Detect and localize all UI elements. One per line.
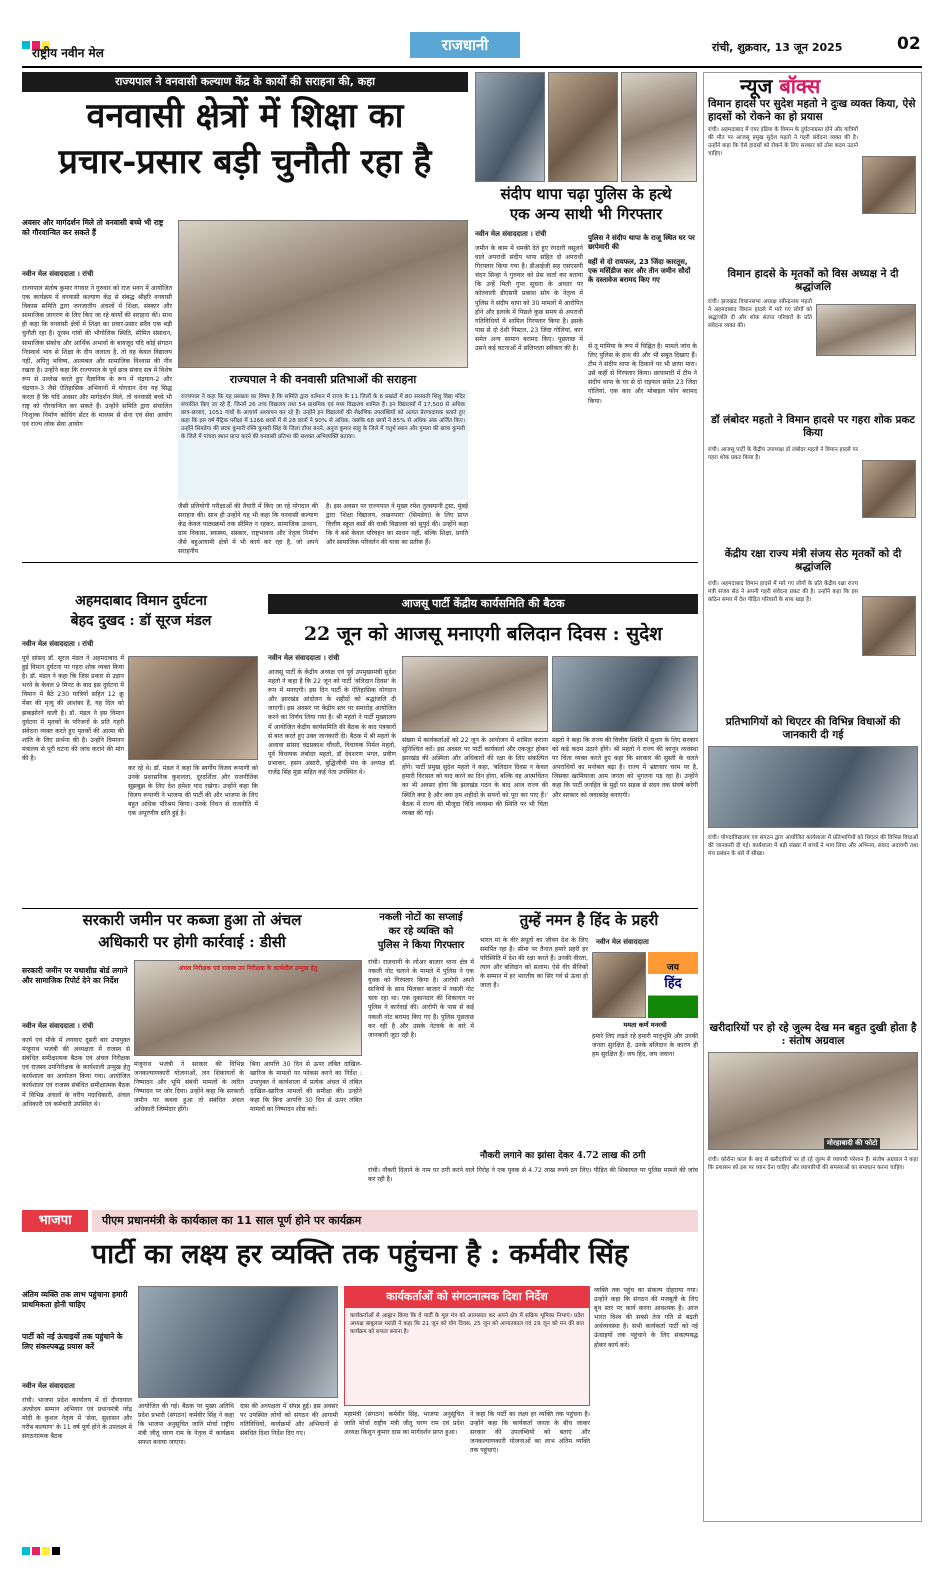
- lead-box-text: राज्यपाल ने कहा कि यह प्रसन्नता का विषय है कि समिति द्वारा वर्तमान में राज्य के 11 जिलों के 6 प्रखंडों में 80 सरस्वती शिशु विद्या मंदिर संचालित किए जा रहे हैं, जिनमें 26 उच्च विद्यालय तथा 54 प्राथमिक एवं मध्य विद्यालय शामिल हैं। इन विद्यालयों में 17,500 से अधिक छात्र-छात्राएं, 1051 गांवों के आचार्य अध्यापन कर रहे हैं। उन्होंने इन विद्यालयों की शैक्षणिक उपलब्धियों को अत्यंत प्रेरणादायक बताते हुए कहा कि इस वर्ष मैट्रिक परीक्षा में 1266 छात्रों में से 28 छात्रों ने 90% से अधिक, जबकि 68 छात्रों ने 85% से अधिक अंक अर्जित किए। उन्होंने सिमडेगा की छात्रा कुमारी रश्मि कुमारी सिंह के जिला टॉपर बनने, अनुज कुमार साहू के जिले में चतुर्थ स्थान और गुमला की छात्रा कुमारी के जिले में पांचवा स्थान प्राप्त करने की वनवासी प्रतिभा की सशक्त अभिव्यक्ति बताया।: [178, 390, 468, 500]
- arrest-bullets: [588, 234, 697, 285]
- plane-portrait: [128, 656, 258, 760]
- ajsu-headline: 22 जून को आजसू मनाएगी बलिदान दिवस : सुदेश: [303, 623, 663, 645]
- bjp-col3: दास की अध्यक्षता में संपन्न हुई। इस अवसर पर उपस्थित लोगों को संगठन की आगामी गतिविधियों, कार्यक्रमों और अभियानों से संबंधित दिशा निर्देश दिए गए।: [240, 1403, 338, 1438]
- ajsu-col1: आजसू पार्टी के केंद्रीय अध्यक्ष एवं पूर्व उपमुख्यमंत्री सुदेश महतो ने कहा है कि 22 जून को पार्टी 'बलिदान दिवस' के रूप में मनाएगी। इस दिन पार्टी के ऐतिहासिक योगदान और झारखंड आंदोलन के शहीदों को श्रद्धांजलि दी जाएगी। इस अवसर पर केंद्रीय स्तर पर समारोह आयोजित करने का निर्णय लिया गया है। श्री महतो ने पार्टी मुख्यालय में आयोजित केंद्रीय कार्यसमिति की बैठक के बाद पत्रकारों से बात करते हुए उक्त जानकारी दी। बैठक में श्री महतो के अलावा सांसद चंद्रप्रकाश चौधरी, विधायक निर्मल महतो, पूर्व विधायक लंबोदर महतो, डॉ देवशरण भगत, प्रवीण प्रभाकर, हसन अंसारी, बुद्धिजीवी मंच के अध्यक्ष डॉ. राजेंद्र सिंह मुंडा सहित कई नेता उपस्थित थे।: [268, 669, 396, 777]
- lead-photo-caption: राज्यपाल ने की वनवासी प्रतिभाओं की सराहना: [229, 373, 417, 386]
- arrest-bullet-1: पुलिस ने संदीप थापा के राजू स्थित घर पर छापेमारी की: [588, 234, 695, 251]
- arrest-col1: जमीन के काम में धमकी देते हुए रंगदारी वसूलने वाले अपराधी संदीप थापा सहित दो अपराधी गिरफ्तार किया गया है। डीआईजी सह एसएसपी चंदन सिन्हा ने गुरुवार को प्रेस वार्ता कर बताया कि उन्हें मिली गुप्त सूचना के आधार पर कोतवाली डीएसपी प्रकाश सोय के नेतृत्व में पुलिस ने संदीप थापा को 30 मामलों में आरोपित होने और इलाके में पिछले कुछ समय से अपराधी गतिविधियों में शामिल गिरफ्तार किया है। इसके पास से दो देशी पिस्टल, 23 जिंदा गोलियां, कार समेत अन्य सामान बरामद किए। पूछताछ में उसने कई घटनाओं में संलिप्तता स्वीकार की है।: [475, 245, 583, 353]
- lead-byline: नवीन मेल संवाददाता । रांची: [22, 270, 94, 278]
- ajsu-kicker: आजसू पार्टी केंद्रीय कार्यसमिति की बैठक: [268, 594, 698, 614]
- arrest-byline: नवीन मेल संवाददाता । रांची: [475, 230, 547, 238]
- land-col1: कार्य एवं मौके में लगवाए दूसरी बार उपायुक्त मंजूनाथ भजंत्री की अध्यक्षता में राजस्व से संबंधित समीक्षात्मक बैठक एवं अंचल निरीक्षक एवं राजस्व उपनिरीक्षक के कार्यशाली उन्मुख हेतु कार्यशाला का आयोजन किया गया। आयोजित कार्यशाला एवं राजस्व संबंधित समीक्षात्मक बैठक में विभिन्न अंचलों के वरीय पदाधिकारी, अंचल अधिकारी एवं कर्मचारी उपस्थित थे।: [22, 1037, 130, 1108]
- governor-photo: [178, 220, 468, 368]
- newsbox-item1-text: रांची। अहमदाबाद में एयर इंडिया के विमान के दुर्घटनाग्रस्त होने और यात्रियों की मौत पर आजसू प्रमुख सुदेश महतो ने गहरी संवेदना व्यक्त की है। उन्होंने कहा कि ऐसे हादसों को रोकने के लिए सरकार को ठोस कदम उठाने चाहिए।: [708, 127, 858, 157]
- lead-pull-text: अवसर और मार्गदर्शन मिले तो वनवासी बच्चे भी राष्ट्र को गौरवान्वित कर सकते हैं: [22, 218, 164, 237]
- bjp-photo: [138, 1286, 338, 1398]
- lead-col1: राज्यपाल संतोष कुमार गंगवार ने गुरुवार को राज भवन में आयोजित एक कार्यक्रम में वनवासी कल्याण केंद्र से संबद्ध श्रीहरि वनवासी विकास समिति द्वारा जनजातीय अंचलों में शिक्षा, संस्कार और सामाजिक जागरण के लिए किए जा रहे कार्यों की सराहना की। साथ ही कहा कि वनवासी क्षेत्रों में शिक्षा का प्रचार-प्रसार सदैव एक बड़ी चुनौती रहा है। दूरस्थ गांवों की भौगोलिक स्थिति, सीमित संसाधन, सामाजिक संकोच और आर्थिक अभावों के बावजूद यदि कोई संगठन निःस्वार्थ भाव से शिक्षा के दीप जलाता है, तो वह केवल विद्यालय नहीं, अपितु भविष्य, आत्मबल और सामाजिक विश्वास की नींव रखता है। उन्होंने कहा कि राज्यपाल के पूर्व छात्र संवाद सत्र में विशेष रूप से उल्लेख करते हुए वैज्ञानिक के रूप में चंद्रयान-2 और चंद्रयान-3 जैसे ऐतिहासिक अभियानों में योगदान देना यह सिद्ध करता है कि यदि अवसर और मार्गदर्शन मिले, तो वनवासी बच्चे भी राष्ट्र को गौरवान्वित कर सकते हैं। उन्होंने समिति द्वारा संचालित निःशुल्क निर्माण कोचिंग सेंटर के माध्यम से सेना एवं सेवा आयोग एवं राज्य लोक सेवा आयोग: [22, 285, 172, 429]
- newsbox-item4-photo: [862, 596, 916, 656]
- newsbox-item6-photo: [708, 1052, 918, 1150]
- hind-portrait-caption: ममता कर्ण मनरथी: [623, 1021, 667, 1029]
- lead-headline-l1: वनवासी क्षेत्रों में शिक्षा का: [86, 96, 404, 136]
- footer-color-bar: [22, 1540, 922, 1550]
- hind-banner-2: हिंद: [664, 976, 682, 991]
- newsbox-title: [740, 72, 820, 99]
- newsbox-item5-head: प्रतिभागियों को थिएटर की विभिन्न विधाओं की जानकारी दी गई: [725, 716, 901, 741]
- newsbox-item2-head: विमान हादसे के मृतकों को विस अध्यक्ष ने दी श्रद्धांजलि: [727, 268, 899, 293]
- newsbox-item5-text: रांची। योगदाविद्यालय एवं संगठन द्वारा आयोजित कार्यशाला में प्रतिभागियों को थिएटर की विभिन्न विधाओं की जानकारी दी गई। कार्यशाला में बड़ी संख्या में बच्चों ने भाग लिया और अभिनय, संवाद अदायगी तथा मंच प्रबंधन के बारे में सीखा।: [708, 835, 918, 857]
- land-headline-l2: अधिकारी पर होगी कार्रवाई : डीसी: [98, 933, 286, 951]
- bjp-kicker: पीएम प्रधानमंत्री के कार्यकाल का 11 साल पूर्ण होने पर कार्यक्रम: [92, 1210, 698, 1232]
- newsbox-item4-head: केंद्रीय रक्षा राज्य मंत्री संजय सेठ मृतकों को दी श्रद्धांजलि: [724, 548, 902, 573]
- land-col2: मंजूनाथ भजंत्री ने सरकार की विभिन्न जनकल्याणकारी योजनाओं, जन शिकायतों के निष्पादन और भूमि संबंधी मामलों के त्वरित निष्पादन पर जोर दिया। उन्होंने कहा कि सरकारी जमीन पर कब्जा हुआ तो संबंधित अंचल अधिकारी जिम्मेदार होंगे।: [134, 1061, 244, 1114]
- newsbox-item3-photo: [862, 460, 916, 518]
- lead-headline-l2: प्रचार-प्रसार बड़ी चुनौती रहा है: [58, 142, 432, 182]
- mid-rule-2: [22, 908, 698, 909]
- hind-banner-1: जय: [667, 963, 679, 973]
- newsbox-item6-photo-label: मोरहाबादी की फोटो: [824, 1138, 880, 1149]
- jobfraud-headline: नौकरी लगाने का झांसा देकर 4.72 लाख की ठगी: [480, 1151, 646, 1161]
- bjp-col2: आयोजित की गई। बैठक पर मुख्य अतिथि प्रदेश प्रभारी (संगठन) कर्मवीर सिंह ने कहा कि भाजपा अनुसूचित जाति मोर्चा राष्ट्रीय मंत्री जीतू चरण राम के नेतृत्व में कार्यक्रम सफल बनाया जाएगा।: [138, 1403, 234, 1447]
- lead-kicker: राज्यपाल ने वनवासी कल्याण केंद्र के कार्यों की सराहना की, कहा: [22, 72, 468, 92]
- newsbox-item2-photo: [816, 304, 916, 356]
- land-photo: [134, 960, 362, 1056]
- newsbox-item6-head: खरीदारियों पर हो रहे जुल्म देख मन बहुत दुखी होता है : संतोष अग्रवाल: [709, 1022, 917, 1047]
- bjp-box-text: कार्यकर्ताओं से आह्वान किया कि वे पार्टी के मूल मंत्र को आत्मसात कर अपने क्षेत्र में सक्रिय भूमिका निभाएं। प्रदेश अध्यक्ष बाबूलाल मरांडी ने कहा कि 21 जून को योग दिवस, 25 जून को आपातकाल एवं 29 जून को मन की बात कार्यक्रम को सफल बनाना है।: [350, 1313, 584, 1335]
- fakenotes-headline-l1: नकली नोटों का सप्लाई: [379, 912, 463, 923]
- top-rule: [22, 66, 922, 68]
- bjp-col1: रांची। भाजपा प्रदेश कार्यालय में दो दीनदयाल अंत्योदय सम्मान अभियान एवं प्रधानमंत्री नरेंद्र मोदी के कुशल नेतृत्व में 'सेवा, सुशासन और गरीब कल्याण' के 11 वर्ष पूर्ण होने के उपलक्ष्य में संगठनात्मक बैठक: [22, 1397, 132, 1441]
- ajsu-col2: संख्या में कार्यकर्ताओं को 22 जून के आयोजन में शामिल कराना सुनिश्चित करें। इस अवसर पर पार्टी कार्यकर्ता और एकजुट होकर झारखंड की अस्मिता और अधिकारों की रक्षा के लिए संकल्पित होंगे। पार्टी प्रमुख सुदेश महतो ने कहा, 'बलिदान दिवस न केवल हमारी विरासत को याद करने का दिन होगा, बल्कि यह आत्मचिंतन का भी अवसर होगा कि झारखंड गठन के बाद आज राज्य की स्थिति क्या है और क्या हम शहीदों के सपनों को पूरा कर पाए हैं।' बैठक में राज्य की मौजूदा विधि व्यवस्था की स्थिति पर भी चिंता व्यक्त की गई।: [402, 737, 548, 817]
- newsbox-item1-head: विमान हादसे पर सुदेश महतो ने दुःख व्यक्त किया, ऐसे हादसों को रोकने का हो प्रयास: [708, 98, 916, 123]
- lead-pull-quote: [22, 218, 172, 238]
- newsbox-title-1: न्यूज: [740, 74, 773, 98]
- newsbox-title-2: बॉक्स: [779, 74, 821, 98]
- section-label: राजधानी: [410, 32, 520, 58]
- bjp-tag: भाजपा: [22, 1210, 88, 1232]
- ajsu-photo-2: [552, 656, 698, 732]
- arrest-col2: से तू मामिया के रूप में चिह्नित है। मामले जांच के लिए पुलिस के हाथ की और भी सबूत दिखाए हैं। टीम ने संदीप थापा के ठिकाने पर भी छापा मारा। उसे कहीं से गिरफ्तार किया। छापामारी में टीम ने संदीप थापा के घर से दो राइफल समेत 23 जिंदा गोलियां, एक कार और मोबाइल फोन बरामद किया।: [588, 343, 697, 405]
- arrest-photo-2: [548, 72, 618, 182]
- ajsu-byline: नवीन मेल संवाददाता । रांची: [268, 654, 340, 662]
- arrest-photo-3: [621, 72, 697, 182]
- plane-col2: कर रहे थे। डॉ. मंडल ने कहा कि स्वर्गीय विजय रूपाणी को उनके प्रशासनिक कुशलता, दूरदर्शिता और राजनीतिक सूझबूझ के लिए देश हमेशा याद रखेगा। उन्होंने कहा कि विजय रूपाणी ने भाजपा की पार्टी की और भाजपा के लिए बहुत अधिक परिश्रम किया। उनके निधन से राजनीति में एक अपूरणीय क्षति हुई है।: [128, 765, 258, 818]
- masthead: [22, 32, 922, 64]
- ajsu-photo-1: [402, 656, 548, 732]
- fakenotes-headline-l2: कर रहे व्यक्ति को: [388, 926, 454, 937]
- plane-headline-l1: अहमदाबाद विमान दुर्घटना: [75, 593, 207, 609]
- plane-byline: नवीन मेल संवाददाता । रांची: [22, 640, 94, 648]
- bjp-col5: ने कहा कि पार्टी का लक्ष्य हर व्यक्ति तक पहुंचना है। उन्होंने कहा कि कार्यकर्ता जनता के बीच जाकर सरकार की उपलब्धियों को बताएं और जनकल्याणकारी योजनाओं का लाभ अंतिम व्यक्ति तक पहुंचाएं।: [470, 1411, 590, 1455]
- ajsu-col3: महतो ने कहा कि राज्य की वित्तीय स्थिति में सुधार के लिए सरकार को कड़े कदम उठाने होंगे। श्री महतो ने राज्य की कानून व्यवस्था पर चिंता व्यक्त करते हुए कहा कि सरकार की सुस्ती के चलते अपराधियों का मनोबल बढ़ा है। राज्य में भ्रष्टाचार चरम पर है, जिसका खामियाजा आम जनता को भुगतना पड़ रहा है। उन्होंने कहा कि पार्टी जनहित के मुद्दों पर सड़क से सदन तक संघर्ष करेगी और सरकार को जवाबदेह बनाएगी।: [552, 737, 698, 799]
- bjp-box-head: कार्यकर्ताओं को संगठनात्मक दिशा निर्देश: [344, 1286, 590, 1308]
- lead-col-mid2: है। इस अवसर पर राज्यपाल ने मुख्य रमेश तुलस्यानी ट्रस्ट, मुंबई द्वारा 'शिक्षा विद्यालय, लखनपारा' (सिमडेगा) के लिए प्राप्त वित्तीय स्कूल बसों की चाबी विद्यालय को सुपुर्द की। उन्होंने कहा कि ये बसें केवल परिवहन का साधन नहीं, बल्कि शिक्षा, प्रगति और सामाजिक परिवर्तन की यात्रा का प्रतीक हैं।: [326, 503, 468, 547]
- land-col3: बिना आपत्ति 30 दिन से ऊपर लंबित दाखिल-खारिज के मामलों पर फोकस करने का निर्देश : उपायुक्त ने कार्यशाला में प्रत्येक अंचल में लंबित दाखिल-खारिज मामलों की समीक्षा की। उन्होंने कहा कि बिना आपत्ति 30 दिन से ऊपर लंबित मामलों का निष्पादन शीघ्र करें।: [250, 1061, 362, 1114]
- land-byline: नवीन मेल संवाददाता । रांची: [22, 1022, 94, 1030]
- fakenotes-col1: रांची। राजधानी के लोअर बाजार थाना क्षेत्र में नकली नोट चलाने के मामले में पुलिस ने एक युवक को गिरफ्तार किया है। आरोपी अपने साथियों के साथ मिलकर बाजार में नकली नोट चला रहा था। एक दुकानदार की शिकायत पर पुलिस ने कार्रवाई की। आरोपी के पास से कई नकली नोट बरामद किए गए हैं। पुलिस पूछताछ कर रही है और उसके नेटवर्क के बारे में जानकारी जुटा रही है।: [368, 959, 474, 1039]
- bjp-bullet-1: अंतिम व्यक्ति तक लाभ पहुंचाना हमारी प्राथमिकता होनी चाहिए: [22, 1290, 128, 1309]
- arrest-headline-l1: संदीप थापा चढ़ा पुलिस के हत्थे: [500, 185, 672, 203]
- plane-col1: पूर्व सांसद डॉ. सूरज मंडल ने अहमदाबाद में हुई विमान दुर्घटना पर गहरा शोक व्यक्त किया है। डॉ. मंडल ने कहा कि जिस प्रकार से उड़ान भरने के केवल 9 मिनट के बाद इस दुर्घटना में विमान में बैठे 230 यात्रियों सहित 12 क्रू मेंबर की मृत्यु की आशंका है, यह दिल को झकझोरने वाली है। डॉ. मंडल ने इस विमान दुर्घटना में मृतकों के परिजनों के प्रति गहरी संवेदना व्यक्त करते हुए मृतकों की आत्मा की शांति के लिए प्रार्थना की है। उन्होंने विमानन मंत्रालय से पूरी घटना की जांच कराने की मांग की है।: [22, 655, 124, 763]
- newsbox-item2-text: रांची। झारखंड विधानसभा अध्यक्ष रबीन्द्रनाथ महतो ने अहमदाबाद विमान हादसे में मारे गए लोगों को श्रद्धांजलि दी और शोक संतप्त परिवारों के प्रति संवेदना व्यक्त की।: [708, 299, 812, 329]
- hind-banner: [648, 952, 698, 1018]
- land-banner-text: अंचल निरीक्षक एवं राजस्व उप निरीक्षक के कार्यशील उन्मुख हेतु: [178, 965, 318, 972]
- arrest-photo-1: [475, 72, 545, 182]
- bjp-headline: पार्टी का लक्ष्य हर व्यक्ति तक पहुंचना है : कर्मवीर सिंह: [91, 1239, 629, 1270]
- bjp-col6: व्यक्ति तक पहुंच का संकल्प दोहराया गया। उन्होंने कहा कि संगठन की मजबूती के लिए बूथ स्तर पर कार्य करना आवश्यक है। आज भारत विश्व की सबसे तेज गति से बढ़ती अर्थव्यवस्था है। सभी कार्यकर्ता पार्टी को नई ऊंचाइयों तक पहुंचाने के लिए संकल्पबद्ध होकर कार्य करें।: [594, 1287, 698, 1349]
- mid-rule: [22, 562, 698, 563]
- fakenotes-headline-l3: पुलिस ने किया गिरफ्तार: [377, 940, 465, 951]
- newsbox-item3-text: रांची। आजसू पार्टी के केंद्रीय उपाध्यक्ष डॉ लंबोदर महतो ने विमान हादसे पर गहरा शोक प्रकट किया है।: [708, 447, 858, 461]
- dateline: रांची, शुक्रवार, 13 जून 2025: [712, 41, 843, 54]
- land-bullet-1: सरकारी जमीन पर यथाशीघ्र बोर्ड लगाने और सामाजिक रिपोर्ट देने का निर्देश: [22, 966, 128, 985]
- hind-byline: नवीन मेल संवाददाता: [596, 938, 649, 946]
- bjp-col4: महामंत्री (संगठन) कर्मवीर सिंह, भाजपा अनुसूचित जाति मोर्चा राष्ट्रीय मंत्री जीतू चरण राम एवं प्रदेश अध्यक्ष किशुन कुमार दास का मार्गदर्शन प्राप्त हुआ।: [344, 1411, 464, 1437]
- hind-col1: भारत मां के वीर सपूतों का जीवन देश के लिए समर्पित रहा है। सीमा पर तैनात हमारे प्रहरी हर परिस्थिति में देश की रक्षा करते हैं। उनकी वीरता, त्याग और बलिदान को सलाम। ऐसे वीर सैनिकों के सम्मान में हर भारतीय का सिर गर्व से ऊंचा हो जाता है।: [480, 937, 588, 990]
- jobfraud-text: रांची। नौकरी दिलाने के नाम पर ठगी करने वाले गिरोह ने एक युवक से 4.72 लाख रुपये ठग लिए। पीड़ित की शिकायत पर पुलिस मामले की जांच कर रही है।: [368, 1167, 698, 1184]
- paper-name: राष्ट्रीय नवीन मेल: [32, 46, 104, 60]
- plane-headline-l2: बेहद दुखद : डॉ सूरज मंडल: [70, 613, 212, 629]
- newsbox-item4-text: रांची। अहमदाबाद विमान हादसे में मारे गए लोगों के प्रति केंद्रीय रक्षा राज्य मंत्री संजय सेठ ने अपनी गहरी संवेदना प्रकट की है। उन्होंने कहा कि इस कठिन समय में देश पीड़ित परिवारों के साथ खड़ा है।: [708, 581, 858, 603]
- hind-headline: तुम्हें नमन है हिंद के प्रहरी: [519, 911, 659, 929]
- page-number: 02: [897, 34, 921, 54]
- newsbox-item6-text: रांची। कोरोना काल के बाद से खरीदारियों पर हो रहे जुल्म से व्यापारी परेशान हैं। संतोष अग्रवाल ने कहा कि प्रशासन को इस पर ध्यान देना चाहिए और व्यापारियों की समस्याओं का समाधान करना चाहिए।: [708, 1157, 918, 1171]
- lead-col-mid1: जैसी प्रतियोगी परीक्षाओं की तैयारी में किए जा रहे योगदान की सराहना की। साथ ही उन्होंने यह भी कहा कि वनवासी कल्याण केंद्र केवल पाठ्यक्रमों तक सीमित न रहकर, सामाजिक उत्थान, ग्राम विकास, स्वास्थ्य, संस्कार, राष्ट्रभावना और नेतृत्व निर्माण जैसे बहुआयामी क्षेत्रों में भी कार्य कर रहा है, जो अपने सराहनीय: [178, 503, 318, 556]
- newsbox-item3-head: डॉ लंबोदर महतो ने विमान हादसे पर गहरा शोक प्रकट किया: [711, 414, 915, 439]
- newsbox-item5-photo: [708, 746, 918, 828]
- arrest-bullet-2: वहीं से दो रायफल, 23 जिंदा कारतूस, एक मर्सिडीज कार और तीन जमीन सौदों के दस्तावेज बरामद किए गए: [588, 258, 691, 284]
- land-headline-l1: सरकारी जमीन पर कब्जा हुआ तो अंचल: [82, 911, 302, 929]
- bjp-bullet-2: पार्टी को नई ऊंचाइयों तक पहुंचाने के लिए संकल्पबद्ध प्रयास करें: [22, 1332, 123, 1351]
- hind-portrait: [592, 952, 646, 1018]
- bjp-byline: नवीन मेल संवाददाता: [22, 1382, 75, 1390]
- arrest-headline-l2: एक अन्य साथी भी गिरफ्तार: [509, 205, 663, 223]
- hind-col2: हमारे लिए लड़ते रहे हमारी मातृभूमि और उनकी जनता सुरक्षित है, उनके बलिदान के कारण ही हम सुरक्षित हैं। जय हिंद, जय जवान!: [592, 1033, 698, 1059]
- newsbox-item1-photo: [862, 156, 916, 214]
